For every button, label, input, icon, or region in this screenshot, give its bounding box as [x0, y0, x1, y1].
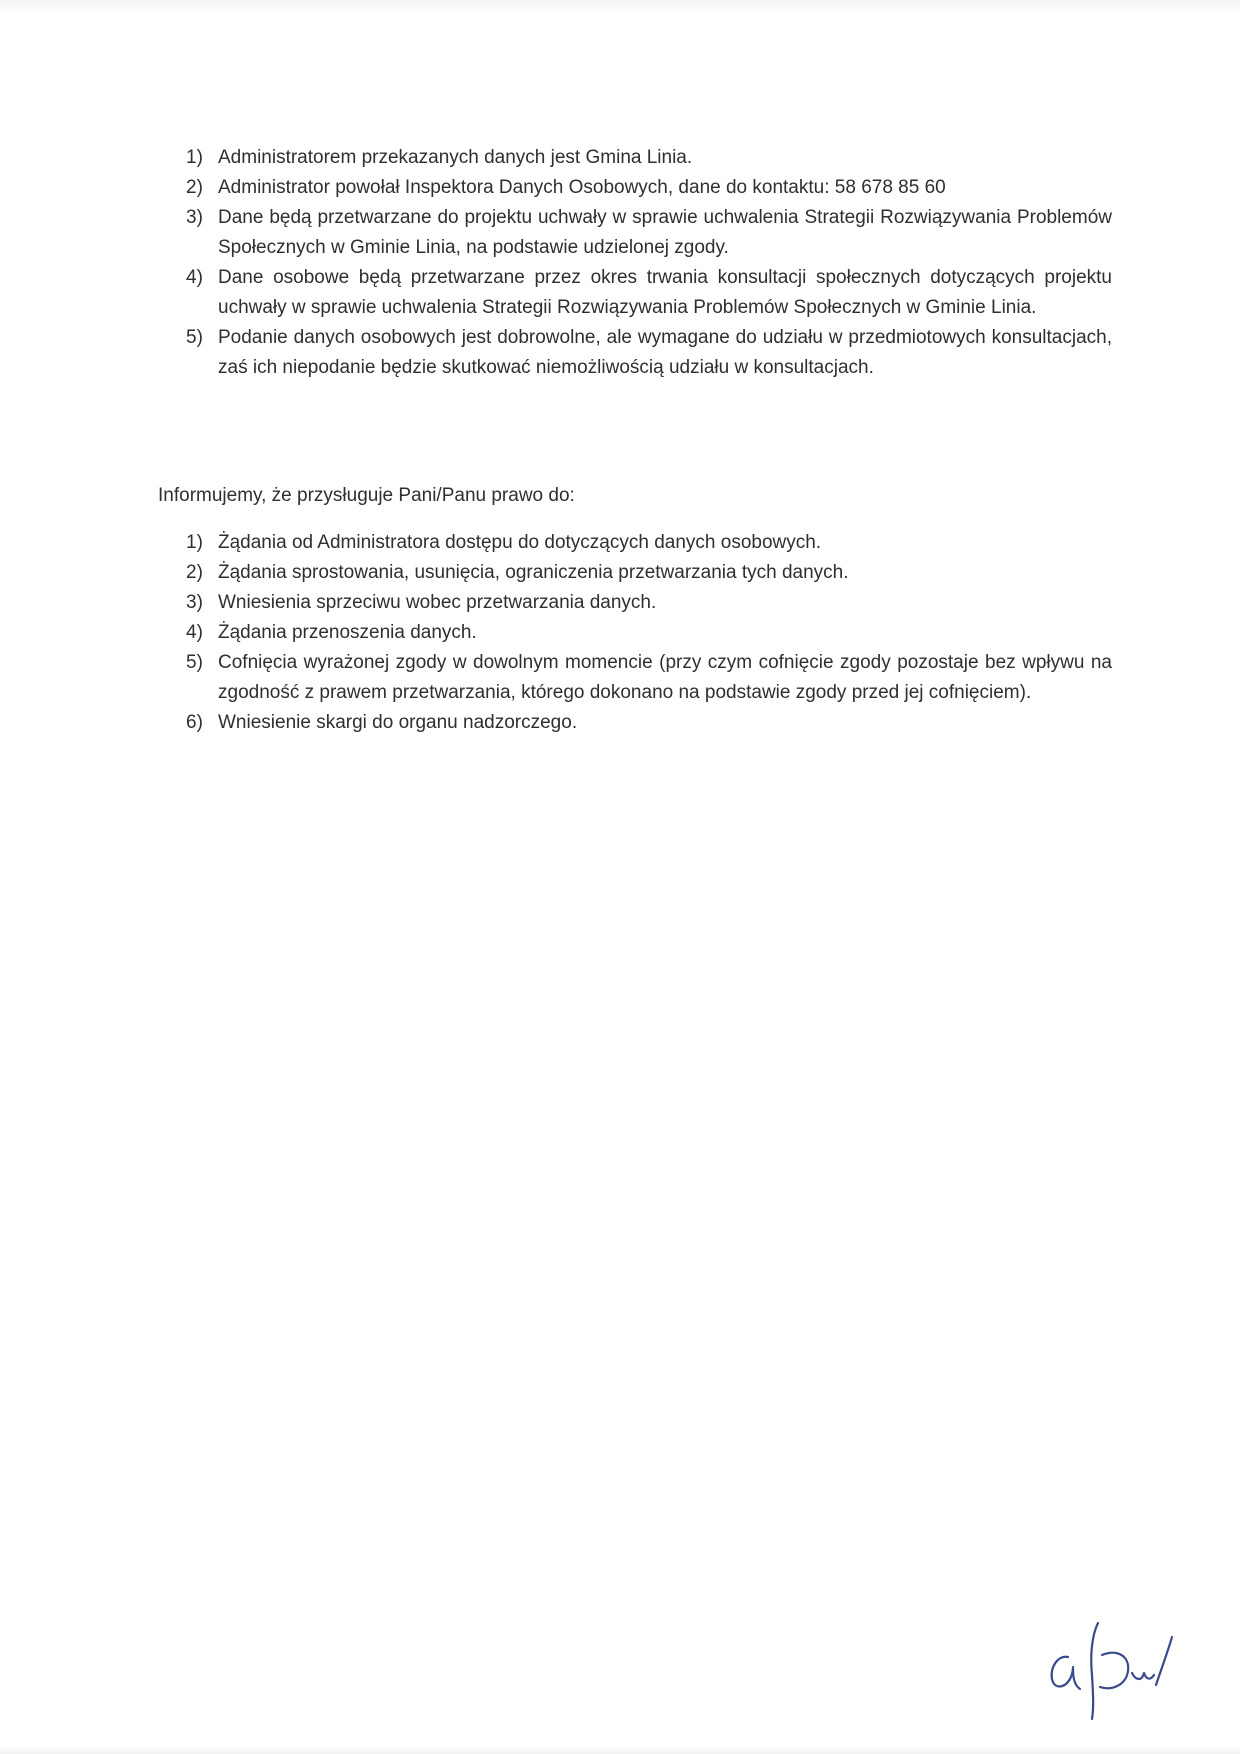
list-item-number: 4): [186, 267, 203, 288]
list-item: [186, 323, 1112, 383]
rights-intro: Informujemy, że przysługuje Pani/Panu prawo do:: [158, 485, 575, 506]
list-item: [186, 618, 1112, 648]
list-item-number: 5): [186, 652, 203, 673]
list-item-text: Wniesienia sprzeciwu wobec przetwarzania danych.: [218, 592, 657, 613]
scan-edge-bottom: [0, 1746, 1240, 1754]
list-item-text: Dane będą przetwarzane do projektu uchwały w sprawie uchwalenia Strategii Rozwiązywania Problemów Społecznych w Gminie Linia, na podstawie udzielonej zgody.: [218, 207, 1112, 258]
list-item-text: Dane osobowe będą przetwarzane przez okres trwania konsultacji społecznych dotyczących projektu uchwały w sprawie uchwalenia Strategii Rozwiązywania Problemów Społecznych w Gminie Linia.: [218, 267, 1112, 318]
list-item: [186, 173, 1112, 203]
list-item-text: Żądania sprostowania, usunięcia, ograniczenia przetwarzania tych danych.: [218, 562, 849, 583]
list-item-text: Cofnięcia wyrażonej zgody w dowolnym momencie (przy czym cofnięcie zgody pozostaje bez wpływu na zgodność z prawem przetwarzania, którego dokonano na podstawie zgody przed jej cofnięciem).: [218, 652, 1112, 703]
list-item-text: Podanie danych osobowych jest dobrowolne, ale wymagane do udziału w przedmiotowych konsultacjach, zaś ich niepodanie będzie skutkować niemożliwością udziału w konsultacjach.: [218, 327, 1112, 378]
rights-list: [186, 528, 1112, 738]
list-item-number: 6): [186, 712, 203, 733]
list-item-text: Administratorem przekazanych danych jest Gmina Linia.: [218, 147, 693, 168]
list-item-text: Administrator powołał Inspektora Danych Osobowych, dane do kontaktu: 58 678 85 60: [218, 177, 946, 198]
list-item: [186, 708, 1112, 738]
list-item-number: 2): [186, 177, 203, 198]
list-item: [186, 263, 1112, 323]
scan-edge-top: [0, 0, 1240, 14]
list-item-number: 3): [186, 207, 203, 228]
list-item: [186, 143, 1112, 173]
list-item: [186, 588, 1112, 618]
list-item: [186, 203, 1112, 263]
list-item-number: 4): [186, 622, 203, 643]
list-item-text: Żądania od Administratora dostępu do dotyczących danych osobowych.: [218, 532, 822, 553]
list-item-number: 1): [186, 147, 203, 168]
list-item: [186, 558, 1112, 588]
list-item-number: 5): [186, 327, 203, 348]
list-item: [186, 528, 1112, 558]
list-item: [186, 648, 1112, 708]
list-item-text: Wniesienie skargi do organu nadzorczego.: [218, 712, 578, 733]
processing-info-list: [186, 143, 1112, 383]
list-item-text: Żądania przenoszenia danych.: [218, 622, 477, 643]
list-item-number: 1): [186, 532, 203, 553]
list-item-number: 3): [186, 592, 203, 613]
handwritten-signature-icon: [1040, 1615, 1180, 1725]
list-item-number: 2): [186, 562, 203, 583]
